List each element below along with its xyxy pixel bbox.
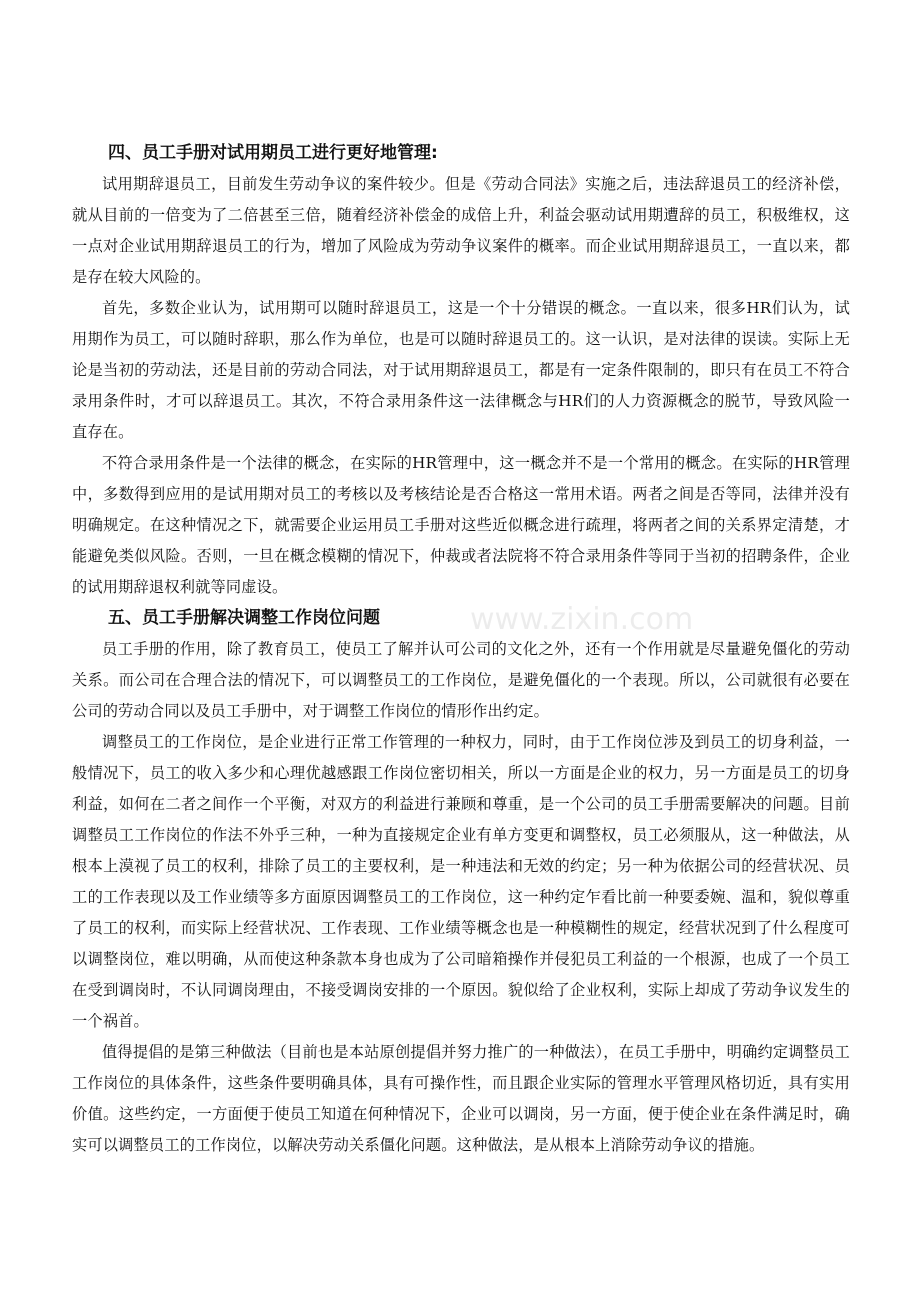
paragraph: 员工手册的作用，除了教育员工，使员工了解并认可公司的文化之外，还有一个作用就是尽量避免僵化的劳动关系。而公司在合理合法的情况下，可以调整员工的工作岗位，是避免僵化的一个表现。所以，公司就很有必要在公司的劳动合同以及员工手册中，对于调整工作岗位的情形作出约定。 xyxy=(72,640,850,720)
paragraph: 试用期辞退员工，目前发生劳动争议的案件较少。但是《劳动合同法》实施之后，违法辞退员工的经济补偿，就从目前的一倍变为了二倍甚至三倍，随着经济补偿金的成倍上升，利益会驱动试用期遭辞的员工，积极维权，这一点对企业试用期辞退员工的行为，增加了风险成为劳动争议案件的概率。而企业试用期辞退员工，一直以来，都是存在较大风险的。 xyxy=(72,175,850,286)
section-4 xyxy=(72,138,850,603)
section-heading: 四、员工手册对试用期员工进行更好地管理: xyxy=(108,143,438,163)
document-page xyxy=(72,138,850,1161)
section-heading: 五、员工手册解决调整工作岗位问题 xyxy=(108,608,380,628)
paragraph: 值得提倡的是第三种做法（目前也是本站原创提倡并努力推广的一种做法），在员工手册中，明确约定调整员工工作岗位的具体条件，这些条件要明确具体，具有可操作性，而且跟企业实际的管理水平管理风格切近，具有实用价值。这些约定，一方面便于使员工知道在何种情况下，企业可以调岗，另一方面，便于使企业在条件满足时，确实可以调整员工的工作岗位，以解决劳动关系僵化问题。这种做法，是从根本上消除劳动争议的措施。 xyxy=(72,1043,850,1154)
paragraph: 不符合录用条件是一个法律的概念，在实际的HR管理中，这一概念并不是一个常用的概念。在实际的HR管理中，多数得到应用的是试用期对员工的考核以及考核结论是否合格这一常用术语。两者之间是否等同，法律并没有明确规定。在这种情况之下，就需要企业运用员工手册对这些近似概念进行疏理，将两者之间的关系界定清楚，才能避免类似风险。否则，一旦在概念模糊的情况下，仲裁或者法院将不符合录用条件等同于当初的招聘条件，企业的试用期辞退权利就等同虚设。 xyxy=(72,454,850,596)
paragraph: 调整员工的工作岗位，是企业进行正常工作管理的一种权力，同时，由于工作岗位涉及到员工的切身利益，一般情况下，员工的收入多少和心理优越感跟工作岗位密切相关，所以一方面是企业的权力，另一方面是员工的切身利益，如何在二者之间作一个平衡，对双方的利益进行兼顾和尊重，是一个公司的员工手册需要解决的问题。目前调整员工工作岗位的作法不外乎三种，一种为直接规定企业有单方变更和调整权，员工必须服从，这一种做法，从根本上漠视了员工的权利，排除了员工的主要权利，是一种违法和无效的约定；另一种为依据公司的经营状况、员工的工作表现以及工作业绩等多方面原因调整员工的工作岗位，这一种约定乍看比前一种要委婉、温和，貌似尊重了员工的权利，而实际上经营状况、工作表现、工作业绩等概念也是一种模糊性的规定，经营状况到了什么程度可以调整岗位，难以明确，从而使这种条款本身也成为了公司暗箱操作并侵犯员工利益的一个根源，也成了一个员工在受到调岗时，不认同调岗理由，不接受调岗安排的一个原因。貌似给了企业权利，实际上却成了劳动争议发生的一个祸首。 xyxy=(72,733,850,1030)
watermark-text: www.zixin.com xyxy=(470,602,694,637)
section-5 xyxy=(72,603,850,1161)
paragraph: 首先，多数企业认为，试用期可以随时辞退员工，这是一个十分错误的概念。一直以来，很多HR们认为，试用期作为员工，可以随时辞职，那么作为单位，也是可以随时辞退员工的。这一认识，是对法律的误读。实际上无论是当初的劳动法，还是目前的劳动合同法，对于试用期辞退员工，都是有一定条件限制的，即只有在员工不符合录用条件时，才可以辞退员工。其次，不符合录用条件这一法律概念与HR们的人力资源概念的脱节，导致风险一直存在。 xyxy=(72,299,850,441)
